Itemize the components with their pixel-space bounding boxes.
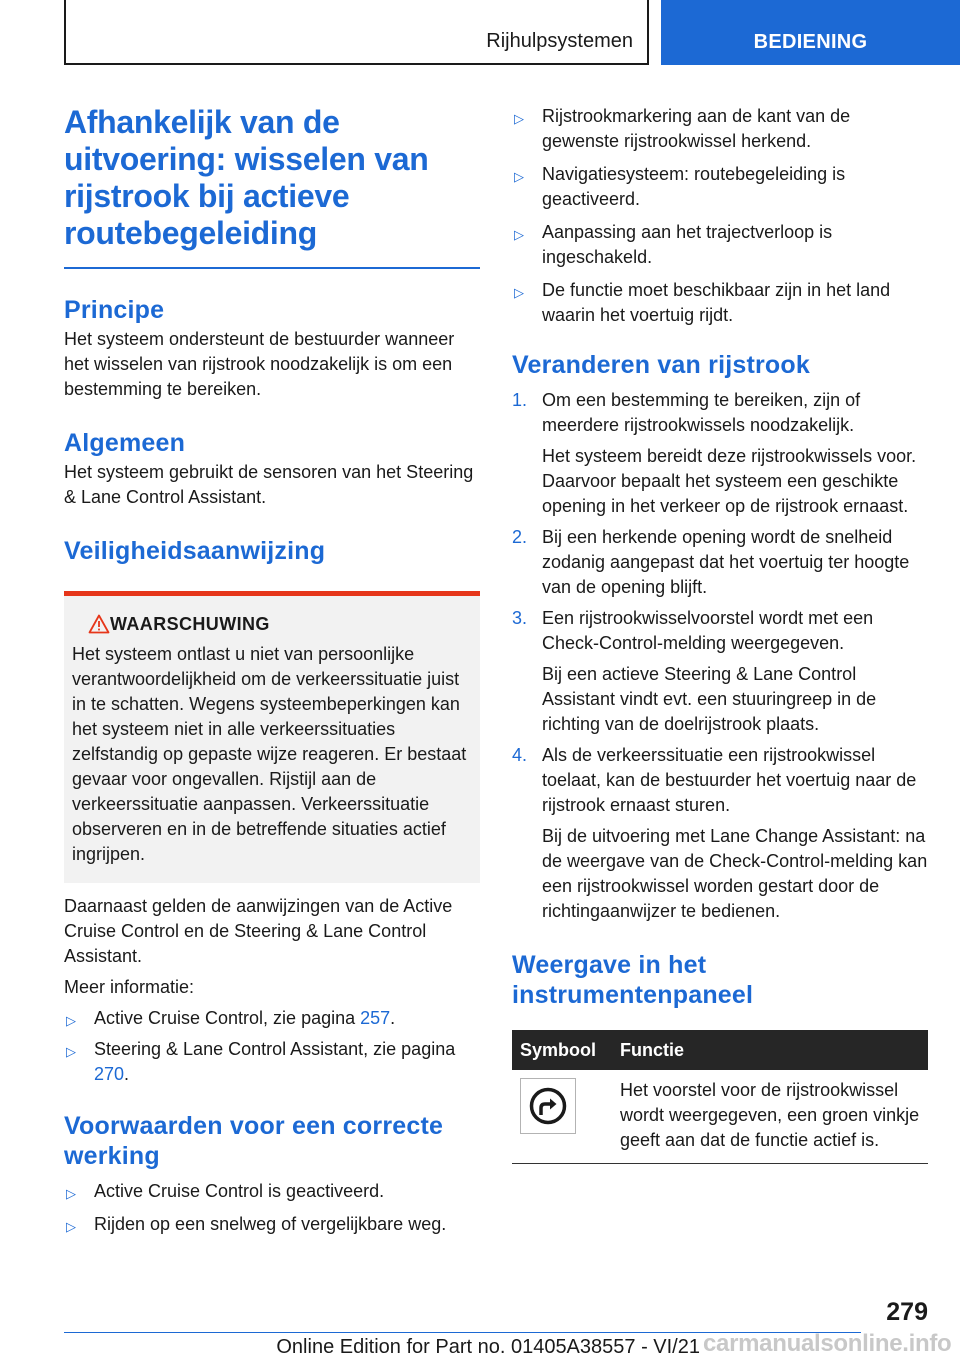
heading-veranderen: Veranderen van rijstrook [512, 351, 810, 379]
step-item: 4. Als de verkeerssituatie een rijstrookwissel toelaat, kan de bestuurder het voertuig naar de rijstrook ernaast sturen. Bij de uitvoering met Lane Change Assistant: na de weergave van de Check-Control-melding kan een rijstrookwissel worden gestart door de richtingaanwijzer te bedienen. [512, 745, 928, 921]
heading-weergave: Weergave in het instrumentenpaneel [512, 951, 754, 1009]
step-number: 4. [512, 745, 528, 765]
lane-change-arrow-icon [528, 1086, 568, 1126]
bullet-triangle-icon: ▷ [514, 169, 524, 184]
bullet-triangle-icon: ▷ [66, 1186, 76, 1201]
warning-label: WAARSCHUWING [110, 614, 270, 634]
condition-item: ▷ Active Cruise Control is geactiveerd. [64, 1179, 480, 1204]
col-symbol-header: Symbool [512, 1030, 612, 1070]
principe-text: Het systeem ondersteunt de bestuurder wanneer het wisselen van rijstrook noodzakelijk is om een bestemming te bereiken. [64, 329, 455, 399]
warning-header [72, 612, 472, 636]
page-title: Afhankelijk van de uitvoering: wisselen van rijstrook bij actieve routebegeleiding [64, 104, 429, 251]
symbol-table [512, 1030, 928, 1164]
ref-item: ▷ Steering & Lane Control Assistant, zie pagina 270. [66, 1039, 456, 1084]
table-row [512, 1070, 928, 1164]
page-link[interactable]: 257 [360, 1008, 391, 1028]
condition-item: ▷ Rijden op een snelweg of vergelijkbare weg. [64, 1212, 480, 1237]
warning-box [64, 591, 480, 883]
bullet-triangle-icon: ▷ [66, 1013, 76, 1028]
step-number: 3. [512, 608, 528, 628]
warning-text: Het systeem ontlast u niet van persoonlijke verantwoordelijkheid om de verkeerssituatie juist in te schatten. Wegens systeembeperkingen kan het systeem niet in alle verkeerssituaties zelfstandig op gepaste wijze reageren. Er bestaat gevaar voor ongevallen. Rijstijl aan de verkeerssituatie aanpassen. Verkeerssituatie observeren en in de betreffende situaties actief ingrijpen. [72, 644, 467, 864]
page-number: 279 [886, 1298, 928, 1326]
heading-algemeen: Algemeen [64, 429, 186, 457]
header-box [64, 0, 649, 65]
bullet-triangle-icon: ▷ [514, 285, 524, 300]
also-text: Daarnaast gelden de aanwijzingen van de Active Cruise Control en de Steering & Lane Control Assistant. [64, 896, 453, 966]
heading-veiligheid: Veiligheidsaanwijzing [64, 537, 326, 565]
title-divider [64, 267, 480, 269]
step-item: 1. Om een bestemming te bereiken, zijn of meerdere rijstrookwissels noodzakelijk. Het systeem bereidt deze rijstrookwissels voor. Daarvoor bepaalt het systeem een geschikte opening in het verkeer op de rijstrook ernaast. [512, 390, 917, 516]
watermark: carmanualsonline.info [703, 1330, 952, 1357]
warning-triangle-icon [88, 614, 110, 634]
left-column [64, 104, 480, 1237]
step-number: 1. [512, 390, 528, 410]
symbol-cell [520, 1078, 576, 1134]
ref-item: ▷ Active Cruise Control, zie pagina 257. [64, 1006, 480, 1031]
page-link[interactable]: 270 [94, 1064, 125, 1084]
function-text: Het voorstel voor de rijstrookwissel wordt weergegeven, een groen vinkje geeft aan dat de functie actief is. [612, 1070, 928, 1164]
chapter-tab-label: BEDIENING [753, 31, 868, 53]
chapter-tab[interactable] [661, 0, 960, 65]
section-title: Rijhulpsystemen [486, 30, 633, 52]
edition-info: Online Edition for Part no. 01405A38557 - VI/21 [276, 1336, 700, 1358]
algemeen-text: Het systeem gebruikt de sensoren van het Steering & Lane Control Assistant. [64, 462, 474, 507]
right-column [512, 104, 928, 1164]
more-info-label: Meer informatie: [64, 977, 195, 997]
step-item: 2. Bij een herkende opening wordt de snelheid zodanig aangepast dat het voertuig ter hoogte van de opening blijft. [512, 527, 910, 597]
condition-item: ▷ De functie moet beschikbaar zijn in het land waarin het voertuig rijdt. [514, 280, 891, 325]
col-function-header: Functie [612, 1030, 928, 1070]
bullet-triangle-icon: ▷ [514, 111, 524, 126]
bullet-triangle-icon: ▷ [66, 1219, 76, 1234]
heading-principe: Principe [64, 296, 165, 324]
heading-voorwaarden: Voorwaarden voor een correcte werking [64, 1112, 444, 1170]
bullet-triangle-icon: ▷ [514, 227, 524, 242]
bullet-triangle-icon: ▷ [66, 1044, 76, 1059]
step-item: 3. Een rijstrookwisselvoorstel wordt met een Check-Control-melding weergegeven. Bij een actieve Steering & Lane Control Assistant vindt evt. een stuuringreep in de richting van de doelrijstrook plaats. [512, 608, 877, 734]
condition-item: ▷ Rijstrookmarkering aan de kant van de gewenste rijstrookwissel herkend. [514, 106, 851, 151]
step-number: 2. [512, 527, 528, 547]
condition-item: ▷ Aanpassing aan het trajectverloop is ingeschakeld. [514, 222, 833, 267]
condition-item: ▷ Navigatiesysteem: routebegeleiding is geactiveerd. [514, 164, 846, 209]
